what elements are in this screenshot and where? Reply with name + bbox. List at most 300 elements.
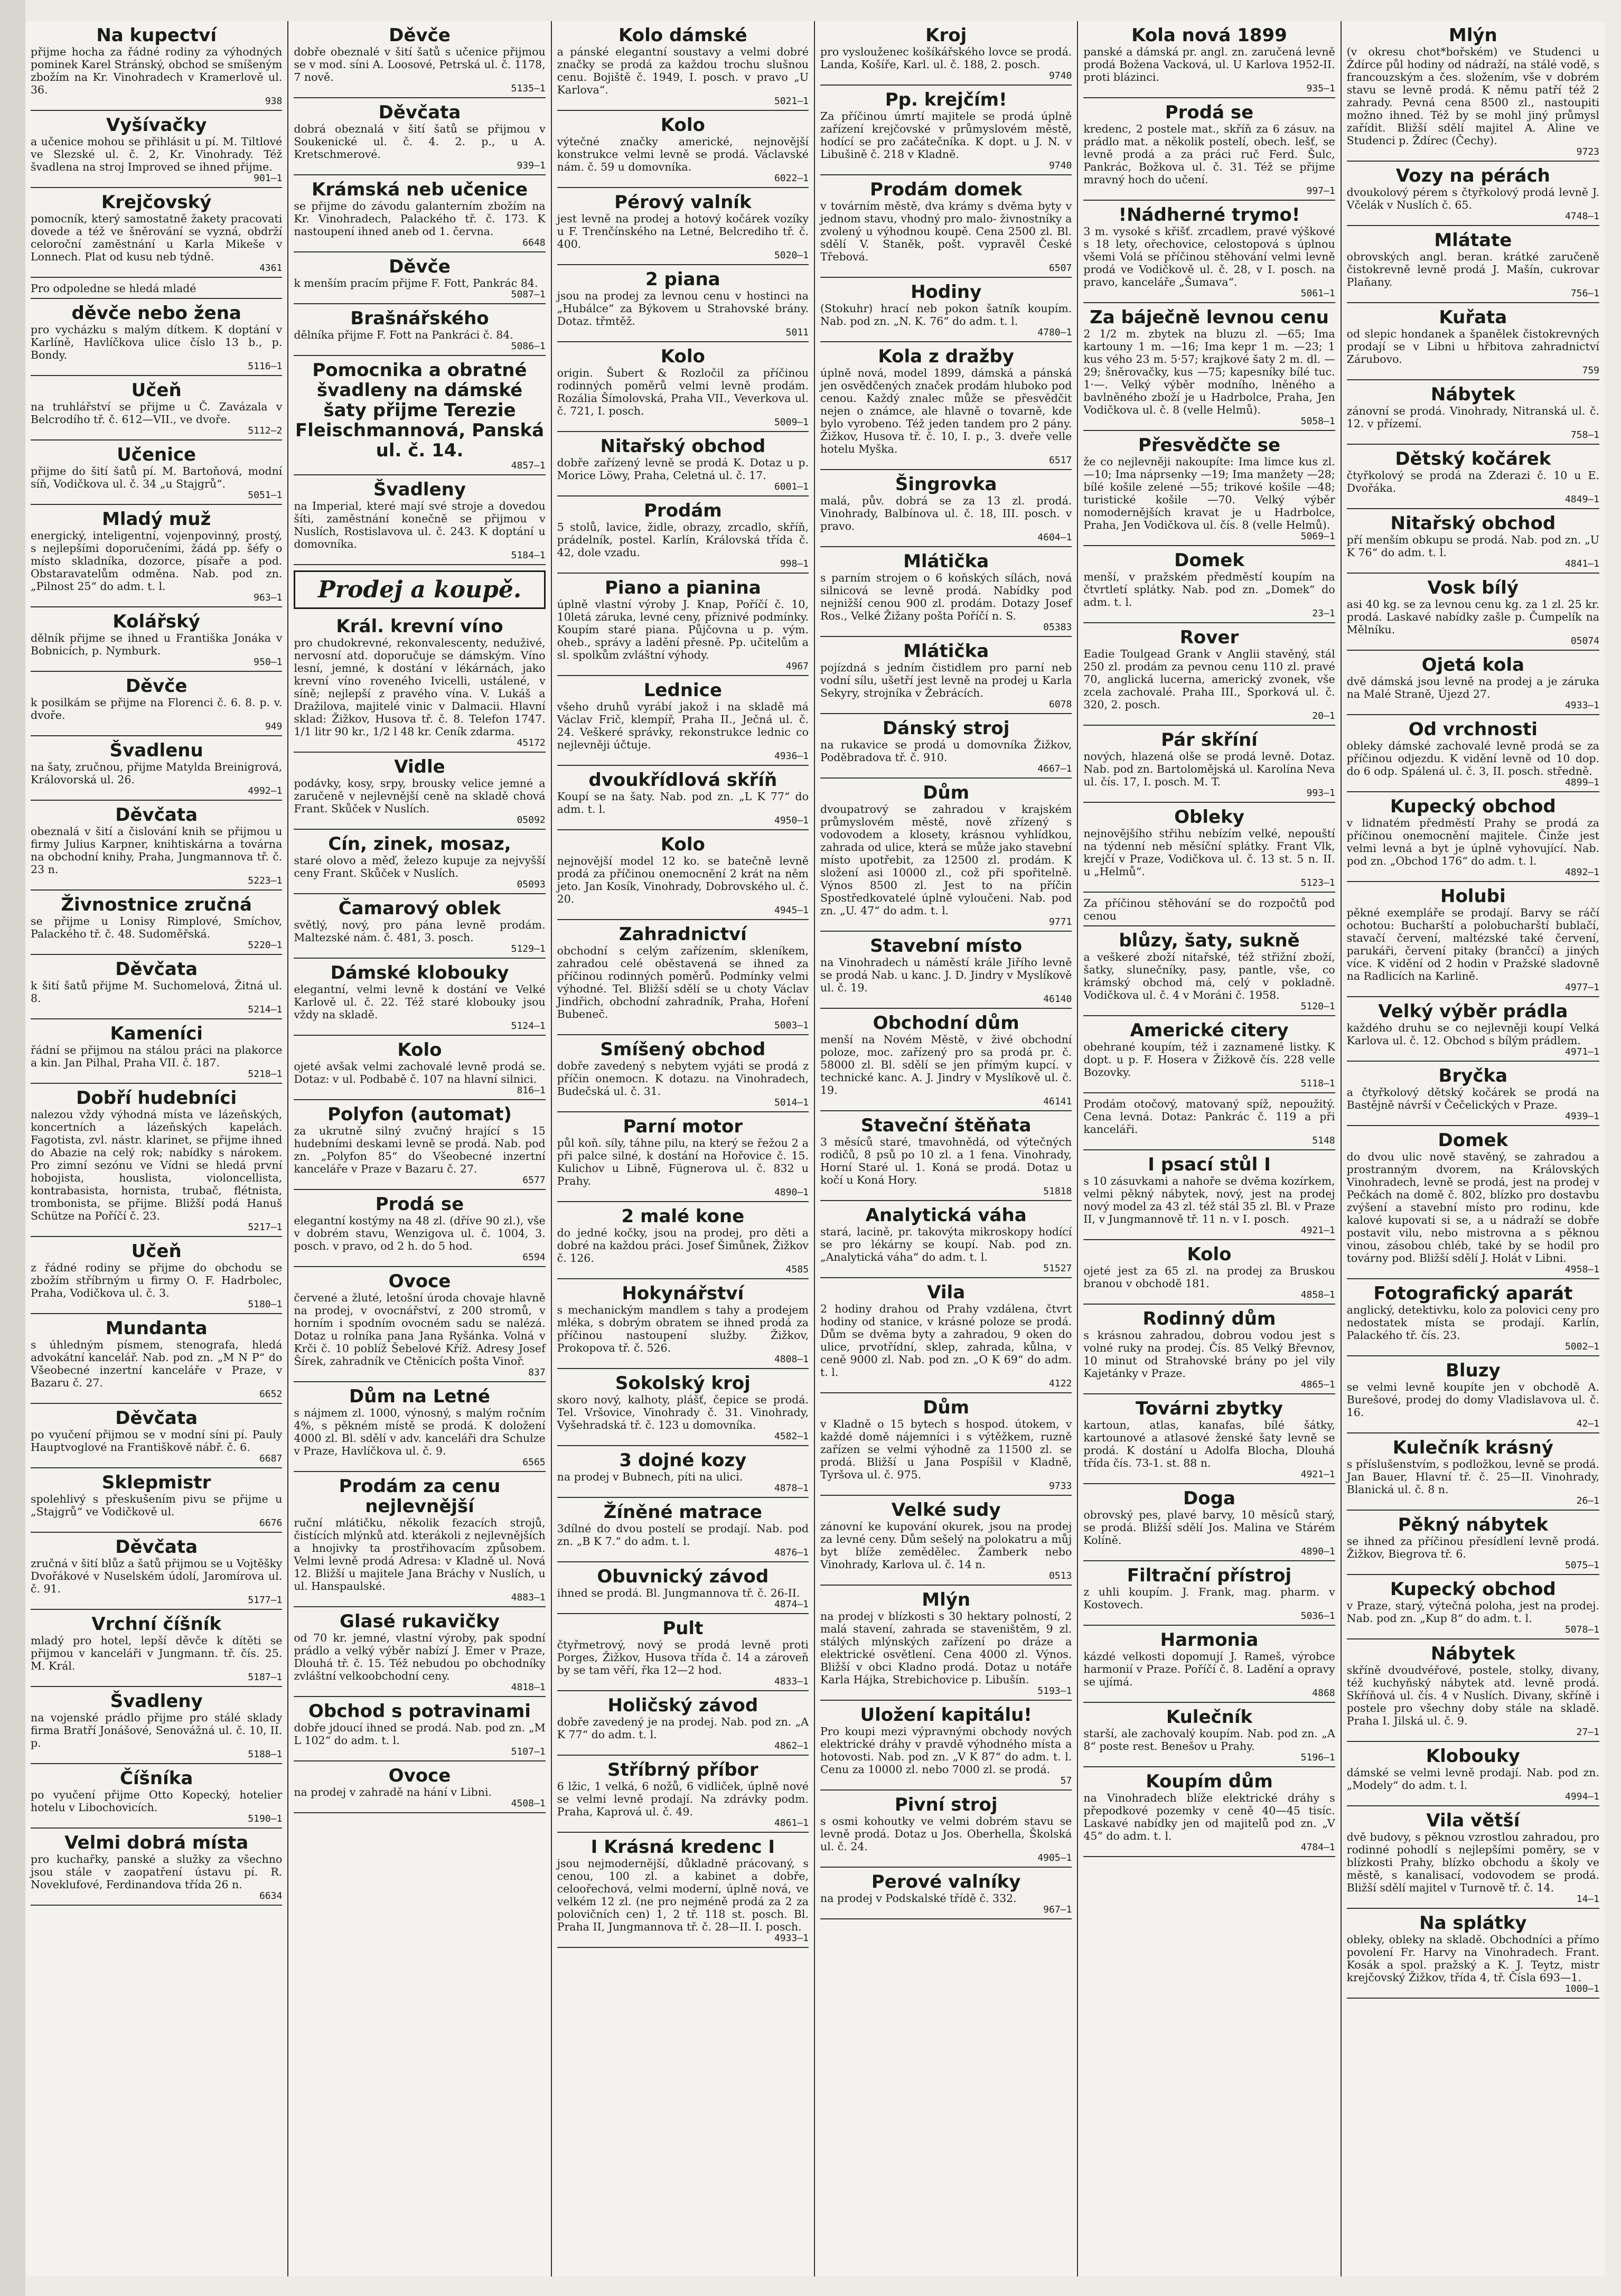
classified-ad (557, 1502, 809, 1562)
ad-divider (31, 1532, 282, 1533)
ad-code: 759 (1582, 365, 1599, 376)
classified-ad (294, 360, 545, 475)
ad-body: pomocník, který samostatně žakety pracovati dovede a též ve šněrování se vyzná, obdrží celoroční zaměstnání u Karla Mikeše v Lonnech. Plat od kusu neb týdně. (31, 212, 283, 263)
ad-divider (1083, 545, 1335, 546)
ad-title: Pěkný nábytek (1398, 1514, 1549, 1535)
ad-code: 5217—1 (248, 1222, 283, 1233)
classified-ad (557, 1618, 809, 1691)
ad-divider (557, 1947, 809, 1948)
ad-body: k posilkám se přijme na Florenci č. 6. 8. p. v. dvoře. (31, 696, 283, 721)
ad-code: 45172 (517, 737, 546, 748)
classified-ad (820, 282, 1072, 342)
ad-body: dvoupatrový se zahradou v krajském průmyslovém městě, nově zřízený s vodovodem a klosety, krásnou vyhlídkou, zahrada od ulice, která se může jako stavební místo upotřebit, za 12500 zl. prodám. K složení asi 10000 zl., což při spořitelně. Výnos 8500 zl. Jest to na příčin Spostředkovatelé úplně vyloučeni. Nab. pod zn. „U. 47“ do adm. t. l. (820, 803, 1072, 917)
ad-title: Na splátky (1419, 1913, 1527, 1934)
ad-body: na Imperial, které mají své stroje a dovedou šíti, zaměstnání konečně se přijmou v Nuslích, Rostislavova ul. č. 243. K doptání u domovníka. (294, 500, 546, 550)
ad-title: Kulečník (1166, 1707, 1253, 1728)
classified-ad (820, 1013, 1072, 1111)
ad-divider (31, 1083, 282, 1084)
ad-title: Vosk bílý (1427, 577, 1519, 598)
classified-ad (1347, 513, 1599, 574)
ad-divider (1083, 1625, 1335, 1626)
ad-divider (1083, 1239, 1335, 1240)
ad-title: děvče nebo žena (71, 303, 241, 324)
ad-body: dobře zavedený s nebytem vyjáti se prodá z příčin onemocn. K dotazu. na Vinohradech, Budečská ul. č. 31. (557, 1060, 809, 1098)
ad-title: Na kupectví (96, 25, 217, 46)
ad-title: Pérový valník (614, 192, 752, 213)
ad-code: 5086—1 (511, 341, 546, 352)
classified-ad (294, 102, 545, 175)
ad-divider (557, 1445, 809, 1446)
ad-divider (31, 1609, 282, 1610)
classified-ad (557, 835, 809, 920)
classified-ad (557, 1567, 809, 1614)
ad-title: Ovoce (388, 1765, 451, 1786)
classified-ad (557, 1695, 809, 1756)
ad-code: 4818—1 (511, 1682, 546, 1693)
ad-code: 5118—1 (1300, 1078, 1335, 1089)
classified-ad (294, 25, 545, 98)
ad-body: ihned se prodá. Bl. Jungmannova tř. č. 26-II. (557, 1587, 800, 1599)
ad-title: Dámské klobouky (330, 962, 509, 983)
classified-ad (557, 501, 809, 574)
ad-code: 4921—1 (1300, 1225, 1335, 1236)
ad-body: na prodej v blízkosti s 30 hektary polností, 2 malá stavení, zahrada se staveništěm, 9 zl. stálých mlýnských zařízení po dráze a elektrické osvětlení. Cena 4000 zl. Výnos. Bližší v obci Kladno prodá. Dotaz u notáře Karla Hájka, Strebichovice p. Libušín. (820, 1610, 1072, 1686)
ad-code: 6507 (1048, 263, 1072, 274)
ad-title: Mlátate (1434, 230, 1512, 251)
ad-body: do jedné kočky, jsou na prodej, pro děti a dobré na každou práci. Josef Šimůnek, Žižkov č. 126. (557, 1226, 809, 1264)
classified-ad (1083, 1098, 1335, 1150)
ad-code: 6594 (522, 1252, 546, 1263)
ad-code: 9740 (1048, 160, 1072, 171)
ad-code: 4967 (785, 661, 809, 672)
ad-code: 4899—1 (1564, 777, 1599, 788)
ad-divider (820, 1918, 1072, 1919)
ad-divider (294, 958, 545, 959)
ad-divider (294, 1189, 545, 1190)
ad-title: Děvčata (115, 1536, 198, 1558)
ad-body: nalezou vždy výhodná místa ve lázeňských, koncertních a lázeňských kapelách. Fagotista, zvl. nástr. klarinet, se přijme ihned do Abazie na celý rok; nabídky s nárokem. Pro zimní sezónu ve Vídni se hledá první hobojista, houslista, violoncellista, kontrabasista, hornista, trubač, flétnista, trombonista, se přijme. Bližší podá Hanuš Schütze na Poříčí č. 23. (31, 1108, 283, 1222)
ad-code: 5009—1 (774, 417, 809, 428)
ad-code: 4865—1 (1300, 1379, 1335, 1390)
ad-body: 3 měsíců staré, tmavohnědá, od výtečných rodičů, 8 psů po 10 zl. a 1 fena. Vinohrady, Horní Staré ul. 1. Koná se prodá. Dotaz u kočí u Koná Hory. (820, 1136, 1072, 1186)
ad-divider (31, 187, 282, 188)
ad-code: 5124—1 (511, 1020, 546, 1032)
ad-title: Uložení kapitálu! (860, 1704, 1032, 1726)
classified-ad (1083, 1244, 1335, 1305)
ad-divider (1347, 1998, 1599, 1999)
classified-ad (557, 346, 809, 432)
ad-divider (1347, 1741, 1599, 1742)
ad-divider (1347, 1432, 1599, 1433)
ad-divider (1083, 1856, 1335, 1857)
ad-title: Děvčata (115, 959, 198, 980)
classified-ad (1083, 307, 1335, 431)
ad-body: menší, v pražském předměstí koupím na čtvrtletí splátky. Nab. pod zn. „Domek“ do adm. t. l. (1083, 570, 1335, 608)
ad-title: Nitařský obchod (600, 436, 766, 457)
ad-code: 4892—1 (1564, 867, 1599, 878)
ad-body: zručná v šití blůz a šatů přijmou se u Vojtěšky Dvořákové v Nuselském údolí, Jaromírova ul. č. 91. (31, 1557, 283, 1595)
ad-divider (1347, 1278, 1599, 1279)
ad-divider (557, 341, 809, 342)
ad-code: 5218—1 (248, 1069, 283, 1080)
ad-code: 23—1 (1312, 608, 1335, 619)
classified-ad (820, 1205, 1072, 1278)
classified-ad (294, 1104, 545, 1190)
ad-divider (31, 298, 282, 299)
ad-body: energický, inteligentní, vojenpovinný, prostý, s nejlepšími doporučeními, žádá pp. šéfy o místo skladníka, dozorce, písaře a pod. Obstaravatelům odměna. Nab. pod zn. „Pilnost 25“ do adm. t. l. (31, 529, 283, 593)
ad-code: 6001—1 (774, 481, 809, 492)
ad-body: se velmi levně koupíte jen v obchodě A. Burešové, prodej do domy Vladislavova ul. č. 16. (1346, 1381, 1599, 1419)
ad-divider (1347, 1355, 1599, 1356)
ad-body: s parním strojem o 6 koňských sílách, nová silnicová se levně prodá. Nabídky pod nejnižší cenou 900 zl. prodám. Dotazy Josef Ros., Velké Žižany pošta Poříčí n. S. (820, 571, 1072, 622)
ad-body: dvoukolový pérem s čtyřkolový prodá levně J. Včelák v Nuslích č. 65. (1346, 186, 1599, 211)
ad-title: Prodám domek (869, 179, 1023, 200)
ad-divider (294, 474, 545, 475)
ad-code: 6577 (522, 1175, 546, 1186)
ad-divider (294, 1760, 545, 1761)
classified-ad (557, 115, 809, 188)
classified-ad (820, 1500, 1072, 1586)
classified-ad (1083, 1020, 1335, 1093)
ad-divider (1347, 573, 1599, 574)
ad-divider (294, 1381, 545, 1382)
ad-title: Sokolský kroj (615, 1373, 751, 1394)
ad-code: 4857—1 (511, 460, 546, 471)
ad-divider (1083, 1092, 1335, 1093)
classified-ad (31, 380, 282, 441)
ad-code: 05092 (517, 814, 546, 826)
ad-divider (820, 1495, 1072, 1496)
classified-ad (557, 1450, 809, 1498)
classified-ad (1347, 1515, 1599, 1575)
ad-body: 3dílné do dvou postelí se prodají. Nab. pod zn. „B K 7.“ do adm. t. l. (557, 1522, 809, 1548)
classified-ad (1083, 1630, 1335, 1703)
ad-body: pojízdná s jedním čistidlem pro parní neb vodní sílu, ušetří jest levně na prodej u Karla Sekyry, strojníka v Žebrácích. (820, 661, 1072, 699)
ad-title: Prodá se (1165, 102, 1254, 123)
classified-ad (557, 680, 809, 766)
ad-code: 963—1 (254, 592, 283, 603)
ad-body: v továrním městě, dva krámy s dvěma byty v jednom stavu, vhodný pro malo- živnostníky a zvolený u výhodnou koupě. Cena 2500 zl. Bl. sdělí V. Staněk, pošt. vypravěl České Třebová. (820, 200, 1072, 263)
ad-title: Od vrchnosti (1408, 719, 1538, 740)
ad-body: a veškeré zboží nitařské, též střižní zboží, šatky, slunečníky, pasy, pantle, vše, co krámský obchod má, celý v pokladně. Vodičkova ul. č. 4 v Moráni č. 1958. (1083, 951, 1335, 1001)
ad-code: 4971—1 (1564, 1046, 1599, 1057)
ad-title: Dětský kočárek (1395, 448, 1551, 470)
ad-divider (31, 954, 282, 955)
ad-body: podávky, kosy, srpy, brousky velice jemné a zaručeně v nejlevnější ceně na skladě chová Frant. Skůček v Nuslích. (294, 777, 546, 815)
ad-divider (1083, 200, 1335, 201)
ad-title: I psací stůl I (1148, 1154, 1271, 1175)
classified-ad (31, 959, 282, 1019)
ad-title: !Nádherné trymo! (1118, 204, 1300, 226)
ad-divider (1083, 1560, 1335, 1561)
ad-body: do dvou ulic nově stavěný, se zahradou a prostranným dvorem, na Královských Vinohradech, levně se prodá, jest na prodej v Pečkách na domě č. 802, blízko pro dostavbu zvýšení a stavební místo pro rodinu, kde kalové kupovati si se, a u nádraží se dobře postavit vilu, nebo mistrovna a s pěknou vinou, zásobou chléb, také by se hodil pro továrny pod. Bližší sdělí J. Holát v Libni. (1346, 1150, 1599, 1264)
ad-code: 5036—1 (1300, 1610, 1335, 1622)
ad-title: Holičský závod (607, 1695, 758, 1716)
ad-body: v Praze, starý, výtečná poloha, jest na prodej. Nab. pod zn. „Kup 8“ do adm. t. l. (1346, 1599, 1599, 1625)
classified-ad (31, 741, 282, 801)
classified-ad (557, 436, 809, 496)
ad-code: 4604—1 (1037, 532, 1072, 543)
ad-code: 51818 (1043, 1186, 1072, 1197)
classified-ad (1083, 435, 1335, 546)
ad-body: z uhli koupím. J. Frank, mag. pharm. v Kostovech. (1083, 1586, 1335, 1611)
ad-title: Parní motor (623, 1116, 743, 1137)
ad-code: 4361 (259, 263, 283, 274)
ad-title: Klobouky (1426, 1746, 1520, 1767)
classified-ad (294, 1271, 545, 1382)
ad-body: pří menším obkupu se prodá. Nab. pod zn. „U K 76“ do adm. t. l. (1346, 533, 1599, 559)
ad-title: Dánský stroj (882, 718, 1010, 739)
ad-title: Ovoce (388, 1271, 451, 1292)
ad-title: Domek (1174, 550, 1244, 571)
ad-divider (1083, 302, 1335, 303)
ad-body: pěkné exempláře se prodají. Barvy se ráčí ochotou: Bucharští a polobucharští bublačí, stavačí červení, maltézské také červení, parukáři, červení pitaky (brančcí) a jiných více. K vidění od 2 hodin v Pražské sladovně na Radlicích na Karlině. (1346, 906, 1599, 982)
ad-code: 4841—1 (1564, 558, 1599, 569)
ad-divider (1347, 302, 1599, 303)
ad-divider (31, 1467, 282, 1468)
ad-body: na rukavice se prodá u domovníka Žižkov, Poděbradova tř. č. 910. (820, 738, 1072, 764)
classified-ad (31, 1024, 282, 1084)
classified-ad (1347, 230, 1599, 303)
ad-title: Žíněné matrace (603, 1502, 762, 1523)
classified-ad (557, 269, 809, 342)
section-heading: Prodej a koupě. (317, 576, 522, 603)
ad-body: se přijme do závodu galanterním zbožím na Kr. Vinohradech, Palackého tř. č. 173. K nastoupení ihned aneb od 1. června. (294, 200, 546, 238)
ad-divider (31, 606, 282, 607)
ad-title: Perové valníky (871, 1871, 1021, 1892)
classified-ad (1347, 1361, 1599, 1433)
ad-code: 5148 (1312, 1135, 1335, 1146)
page-left-margin (0, 0, 25, 2296)
classified-ad (1347, 385, 1599, 445)
ad-divider (1347, 791, 1599, 792)
ad-code: 5116—1 (248, 361, 283, 372)
classified-ad (31, 1473, 282, 1533)
ad-code: 4858—1 (1300, 1289, 1335, 1300)
classified-ad (820, 718, 1072, 779)
ad-divider (1083, 1149, 1335, 1150)
ad-body: obehrané koupím, též i zaznamené listky. K dopt. u p. F. Hosera v Žižkově čís. 228 velle Bozovky. (1083, 1041, 1335, 1079)
classified-ad (294, 1040, 545, 1100)
ad-divider (294, 355, 545, 356)
classified-ad (1347, 655, 1599, 715)
classified-ad (820, 1282, 1072, 1393)
ad-body: dělník přijme se ihned u Františka Jonáka v Bobnicích, p. Nymburk. (31, 632, 283, 657)
ad-divider (31, 1763, 282, 1764)
ad-code: 4939—1 (1564, 1111, 1599, 1122)
ad-code: 51527 (1043, 1263, 1072, 1274)
ad-body: 2 hodiny drahou od Prahy vzdálena, čtvrt hodiny od stanice, v krásné poloze se prodá. Dům se dvěma byty a zahradou, 9 oken do ulice, prvotřídní, sklep, zahrada, kůlna, v ceně 9000 zl. Nab. pod zn. „O K 69“ do adm. t. l. (820, 1302, 1072, 1379)
ad-title: Bryčka (1438, 1065, 1508, 1086)
classified-ad (820, 1795, 1072, 1868)
ad-body: na prodej v Bubnech, píti na ulici. (557, 1470, 743, 1483)
ad-body: se přijme u Lonisy Rimplové, Smíchov, Palackého tř. č. 48. Sudoměřská. (31, 915, 283, 940)
ad-code: 0513 (1048, 1570, 1072, 1581)
ad-title: Mlátička (903, 641, 989, 662)
ad-body: dělníka přijme F. Fott na Pankráci č. 84. (294, 329, 513, 341)
classified-ad (557, 1039, 809, 1112)
classified-ad (557, 770, 809, 830)
ad-code: 4933—1 (1564, 700, 1599, 711)
ad-title: Kolo (660, 115, 705, 136)
ad-divider (1347, 1805, 1599, 1806)
classified-ad (1083, 1566, 1335, 1626)
ad-title: Mundanta (105, 1318, 208, 1339)
ad-body: Pro odpoledne se hledá mladé (31, 282, 196, 295)
ad-body: ojeté avšak velmi zachovalé levně prodá se. Dotaz: v ul. Podbabě č. 107 na hlavní silnici. (294, 1060, 546, 1085)
column-3 (552, 21, 815, 2276)
ad-divider (557, 675, 809, 676)
ad-code: 6634 (259, 1890, 283, 1901)
ad-code: 837 (528, 1367, 546, 1378)
ad-title: Velký výběr prádla (1378, 1001, 1568, 1022)
ad-code: 5187—1 (248, 1672, 283, 1683)
classified-ad (1083, 1399, 1335, 1484)
ad-divider (1083, 925, 1335, 926)
ad-divider (820, 85, 1072, 86)
ad-divider (31, 671, 282, 672)
classified-ad (31, 115, 282, 188)
ad-body: v lidnatém předměstí Prahy se prodá za příčinou onemocnění majitele. Činže jest velmi levná a byt je úplně vyhovující. Nab. pod zn. „Obchod 176“ do adm. t. l. (1346, 817, 1599, 867)
ad-body: pro vycházku s malým dítkem. K doptání v Karlíně, Havlíčkova ulice číslo 13 b., p. Bondy. (31, 323, 283, 361)
ad-divider (557, 1368, 809, 1369)
ad-title: Dům (923, 782, 970, 803)
ad-divider (1347, 1061, 1599, 1062)
classified-ad (1083, 1309, 1335, 1394)
ad-title: Glasé rukavičky (340, 1611, 500, 1632)
ad-title: Holubi (1440, 886, 1506, 907)
ad-title: Vila větší (1426, 1810, 1520, 1831)
classified-ad (820, 180, 1072, 278)
classified-ad (1083, 897, 1335, 926)
ad-code: 4784—1 (1300, 1842, 1335, 1853)
ad-title: Švadleny (373, 479, 466, 500)
ad-body: nových, hlazená olše se prodá levně. Dotaz. Nab. pod zn. Bartolomějská ul. Karolína Neva ul. čís. 17, I. posch. M. T. (1083, 750, 1335, 788)
ad-title: Mladý muž (102, 509, 211, 530)
ad-code: 4878—1 (774, 1483, 809, 1494)
ad-body: (Stokuhr) hrací neb pokon šatník koupím. Nab. pod zn. „N. K. 76“ do adm. t. l. (820, 302, 1072, 327)
ad-title: Nitařský obchod (1390, 513, 1556, 534)
ad-body: červené a žluté, letošní úroda chovaje hlavně na prodej, v ovocnářství, z 200 stromů, v horním i spodním ovocném sadu se nalézá. Dotaz u rolníka pana Jana Ryšánka. Volná v Krči č. 10 poblíž Šebelové Kříž. Adresy Josef Šírek, zahradník ve Ctěnicích pošta Vinoř. (294, 1291, 546, 1367)
ad-code: 4748—1 (1564, 211, 1599, 222)
ad-divider (31, 889, 282, 891)
classified-ad (557, 1283, 809, 1369)
ad-code: 5061—1 (1300, 288, 1335, 299)
ad-divider (1347, 1574, 1599, 1575)
ad-divider (1083, 1702, 1335, 1703)
ad-body: malá, pův. dobrá se za 13 zl. prodá. Vinohrady, Balbínova ul. č. 18, III. posch. v pravo. (820, 494, 1072, 532)
ad-code: 935—1 (1306, 83, 1335, 94)
ad-divider (1347, 379, 1599, 380)
ad-title: Prodá se (375, 1194, 464, 1215)
ad-divider (820, 546, 1072, 547)
classified-ad (1347, 25, 1599, 162)
ad-divider (557, 765, 809, 766)
ad-code: 4977—1 (1564, 982, 1599, 993)
ad-code: 4508—1 (511, 1798, 546, 1809)
classified-ad (294, 963, 545, 1036)
ad-title: Filtrační přístroj (1127, 1565, 1292, 1586)
ad-body: úplně vlastní výroby J. Knap, Poříčí č. 10, 10letá záruka, levné ceny, příznivé podmínky. Koupím staré piana. Půjčovna u p. vým. oheb., správy a ladění přesně. Pp. učitelům a sl. spolkům zvláštní výhody. (557, 598, 809, 661)
ad-title: Kolo (660, 834, 705, 855)
classified-ad (820, 25, 1072, 86)
ad-divider (820, 1110, 1072, 1111)
ad-code: 4862—1 (774, 1740, 809, 1751)
ad-body: výtečné značky americké, nejnovější konstrukce velmi levně se prodá. Václavské nám. č. 59 u domovníka. (557, 135, 809, 173)
classified-ad (557, 1373, 809, 1446)
ad-body: jsou na prodej za levnou cenu v hostinci na „Hubálce“ za Býkovem u Strahovské brány. Dotaz. třmtěž. (557, 289, 809, 327)
ad-body: každého druhu se co nejlevněji koupí Velká Karlova ul. č. 12. Obchod s bílým prádlem. (1346, 1022, 1599, 1047)
ad-divider (820, 1200, 1072, 1201)
ad-code: 4921—1 (1300, 1469, 1335, 1480)
ad-body: pro vyslouženec košíkářského lovce se prodá. Landa, Košíře, Karl. ul. č. 188, 2. posch. (820, 45, 1072, 71)
ad-title: 2 malé kone (621, 1206, 745, 1227)
ad-code: 6687 (259, 1453, 283, 1464)
ad-code: 4950—1 (774, 815, 809, 826)
ad-body: elegantní kostýmy na 48 zl. (dříve 90 zl.), vše v dobrém stavu, Wenzigova ul. č. 1004, 3. posch. v pravo, od 2 h. do 5 hod. (294, 1214, 546, 1252)
ad-title: Obchodní dům (873, 1013, 1019, 1034)
ad-divider (820, 713, 1072, 714)
ad-body: na Vinohradech u náměstí krále Jiřího levně se prodá Nab. u kanc. J. D. Jindry v Myslíkově ul. č. 19. (820, 956, 1072, 994)
ad-divider (31, 110, 282, 111)
ad-code: 5078—1 (1564, 1624, 1599, 1635)
ad-body: k šití šatů přijme M. Suchomelová, Žitná ul. 8. (31, 979, 283, 1005)
ad-divider (31, 1828, 282, 1829)
ad-body: Za příčinou úmrtí majitele se prodá úplně zařízení krejčovské v průmyslovém městě, hodící se pro začátečníka. K dopt. u J. N. v Libušině č. 218 v Kladně. (820, 110, 1072, 161)
ad-divider (31, 1313, 282, 1314)
ad-divider (1347, 161, 1599, 162)
ad-divider (294, 1606, 545, 1607)
ad-code: 5014—1 (774, 1097, 809, 1108)
ad-divider (31, 1018, 282, 1019)
ad-body: po vyučení přijme Otto Kopecký, hotelier hotelu v Libochovicích. (31, 1788, 283, 1814)
ad-code: 9771 (1048, 916, 1072, 927)
ad-body: přijme hocha za řádné rodiny za výhodných pominek Karel Stránský, obchod se smíšeným zbožím na Kr. Vinohradech v Kramerlově ul. 36. (31, 45, 283, 96)
ad-divider (557, 1613, 809, 1614)
ad-body: řádní se přijmou na stálou práci na plakorce a kin. Jan Pilhal, Praha VII. č. 187. (31, 1044, 283, 1069)
classified-ad (1347, 1066, 1599, 1126)
ad-divider (820, 1392, 1072, 1393)
classified-ad (557, 1206, 809, 1279)
ad-title: Číšníka (120, 1768, 193, 1789)
ad-body: na šaty, zručnou, přijme Matylda Breinigrová, Královorská ul. 26. (31, 761, 283, 786)
classified-ad (1083, 1772, 1335, 1857)
ad-code: 9733 (1048, 1480, 1072, 1492)
ad-title: Smíšený obchod (600, 1039, 766, 1060)
classified-ad (1083, 25, 1335, 98)
ad-title: Polyfon (automat) (327, 1104, 512, 1125)
ad-divider (294, 174, 545, 175)
ad-title: Kupecký obchod (1390, 1579, 1556, 1600)
ad-body: obchodní s celým zařízením, skleníkem, zahradou celé oběstavená se ihned za příčinou rodinných poměrů. Podmínky velmi výhodné. Tel. Bližší sdělí se u choty Václav Jindřich, obchodní zahradník, Praha, Hoření Bubeneč. (557, 944, 809, 1020)
ad-code: 5107—1 (511, 1746, 546, 1757)
ad-divider (820, 1700, 1072, 1701)
ad-divider (31, 439, 282, 441)
ad-divider (294, 303, 545, 304)
ad-body: zánovní ke kupování okurek, jsou na prodej za levné ceny. Dům sešelý na polokatru a můj byt blíže zemědělec. Žamberk nebo Vinohrady, Karlova ul. č. 14 n. (820, 1520, 1072, 1571)
ad-body: s krásnou zahradou, dobrou vodou jest s volné ruky na prodej. Čís. 85 Velký Břevnov, 10 minut od Strahovské brány po jel vily Kajetánky v Praze. (1083, 1329, 1335, 1380)
ad-title: Pp. krejčím! (885, 89, 1007, 110)
ad-title: dvoukřídlová skříň (588, 770, 777, 791)
classified-ad (820, 474, 1072, 547)
ad-divider (557, 1497, 809, 1498)
ad-divider (820, 1585, 1072, 1586)
ad-title: Učeň (131, 380, 182, 401)
newspaper-page (25, 21, 1605, 2276)
classified-ad (1083, 205, 1335, 303)
ad-code: 27—1 (1576, 1727, 1599, 1738)
ad-body: starší, ale zachovalý koupím. Nab. pod zn. „A 8“ poste rest. Benešov u Prahy. (1083, 1727, 1335, 1753)
